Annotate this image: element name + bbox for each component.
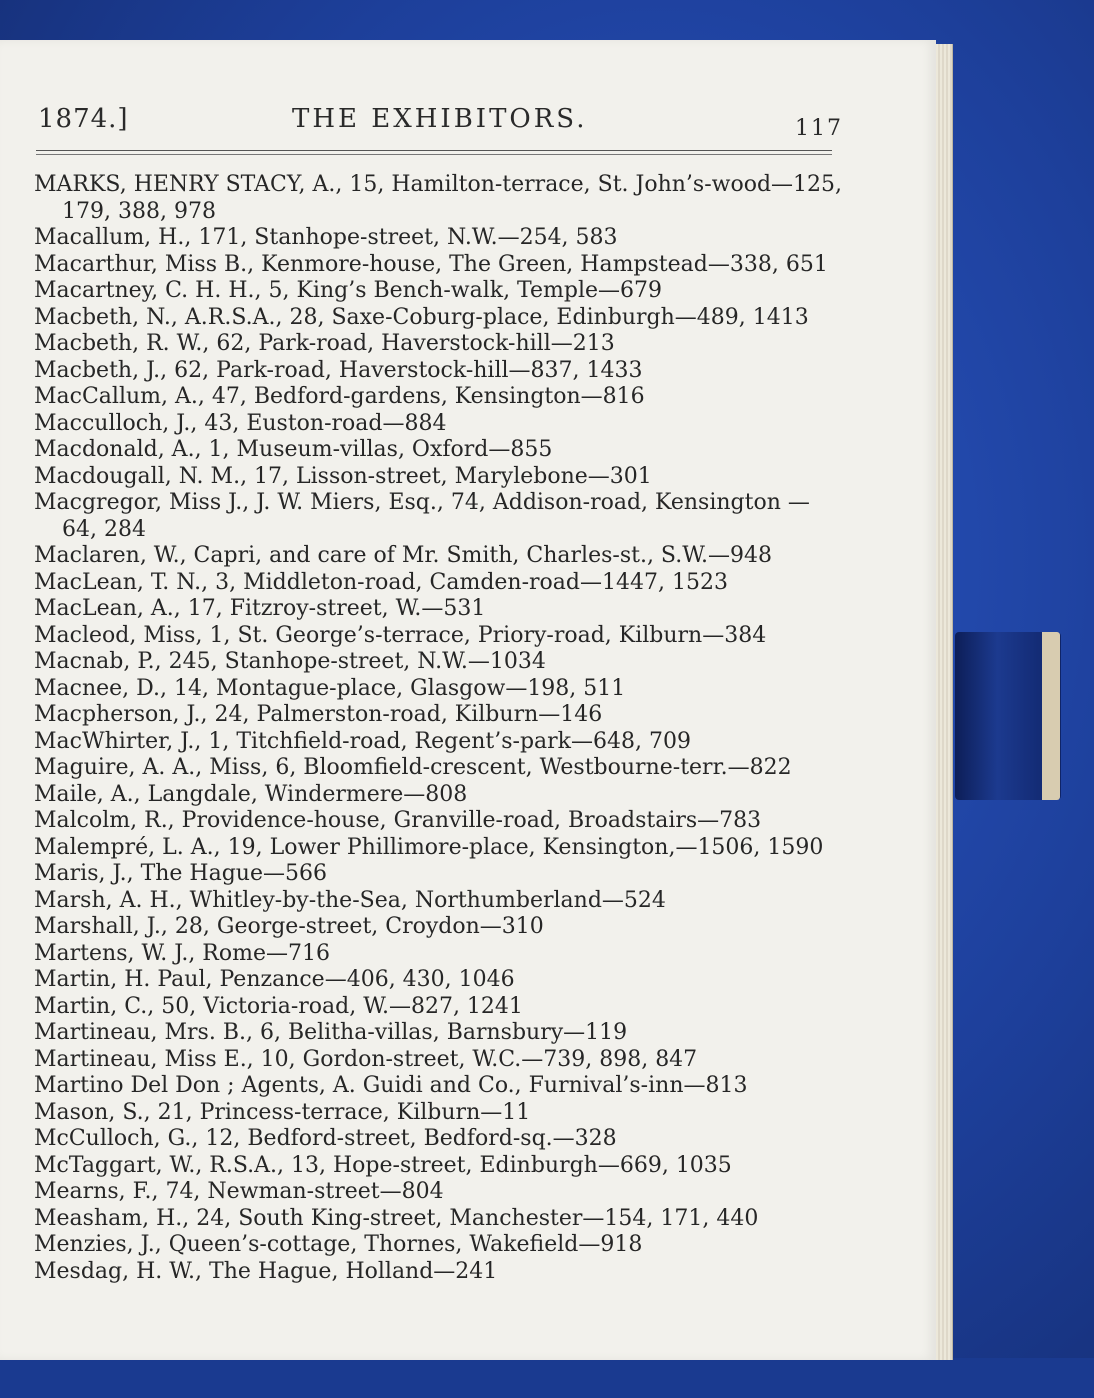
list-item: Menzies, J., Queen’s-cottage, Thornes, Wakefield—918 bbox=[34, 1232, 643, 1257]
list-item: MacWhirter, J., 1, Titchfield-road, Regent’s-park—648, 709 bbox=[34, 728, 691, 754]
list-item: MacLean, A., 17, Fitzroy-street, W.—531 bbox=[34, 596, 486, 621]
list-item: Martineau, Mrs. B., 6, Belitha-villas, Barnsbury—119 bbox=[34, 1020, 628, 1045]
running-header bbox=[0, 40, 936, 160]
header-title: THE EXHIBITORS. bbox=[292, 104, 588, 134]
list-item: Macpherson, J., 24, Palmerston-road, Kilburn—146 bbox=[34, 702, 603, 727]
list-item: Macgregor, Miss J., J. W. Miers, Esq., 74, Addison-road, Kensington —64, 284 bbox=[34, 490, 810, 542]
list-item: Macbeth, R. W., 62, Park-road, Haverstock-hill—213 bbox=[34, 331, 615, 356]
header-year: 1874.] bbox=[38, 104, 129, 134]
header-rule bbox=[36, 150, 832, 151]
page-number: 117 bbox=[795, 116, 843, 141]
bookmark-tab-edge bbox=[1042, 632, 1060, 800]
book-page bbox=[0, 40, 936, 1360]
list-item: Martens, W. J., Rome—716 bbox=[34, 940, 330, 966]
list-item: Macdonald, A., 1, Museum-villas, Oxford—855 bbox=[34, 437, 553, 462]
list-item: Macculloch, J., 43, Euston-road—884 bbox=[34, 410, 447, 436]
list-item: Maile, A., Langdale, Windermere—808 bbox=[34, 781, 468, 807]
list-item: Martino Del Don ; Agents, A. Guidi and Co., Furnival’s-inn—813 bbox=[34, 1073, 748, 1098]
list-item: Malempré, L. A., 19, Lower Phillimore-place, Kensington,—1506, 1590 bbox=[34, 834, 824, 860]
list-item: Malcolm, R., Providence-house, Granville-road, Broadstairs—783 bbox=[34, 808, 762, 833]
list-item: Mearns, F., 74, Newman-street—804 bbox=[34, 1179, 444, 1204]
cover-edge bbox=[0, 1358, 1094, 1398]
list-item: McCulloch, G., 12, Bedford-street, Bedford-sq.—328 bbox=[34, 1126, 617, 1151]
list-item: MacLean, T. N., 3, Middleton-road, Camden-road—1447, 1523 bbox=[34, 569, 728, 595]
list-item: Macallum, H., 171, Stanhope-street, N.W.—254, 583 bbox=[34, 225, 618, 250]
list-item: Measham, H., 24, South King-street, Manchester—154, 171, 440 bbox=[34, 1205, 759, 1231]
list-item: Mason, S., 21, Princess-terrace, Kilburn—11 bbox=[34, 1099, 531, 1125]
list-item: Macdougall, N. M., 17, Lisson-street, Marylebone—301 bbox=[34, 463, 652, 489]
list-item: Macbeth, J., 62, Park-road, Haverstock-hill—837, 1433 bbox=[34, 357, 643, 383]
list-item: Macartney, C. H. H., 5, King’s Bench-walk, Temple—679 bbox=[34, 278, 663, 303]
header-rule-second bbox=[36, 154, 832, 155]
list-item: Martin, H. Paul, Penzance—406, 430, 1046 bbox=[34, 967, 515, 992]
exhibitor-list bbox=[34, 172, 844, 1285]
list-item: Martin, C., 50, Victoria-road, W.—827, 1241 bbox=[34, 993, 523, 1019]
list-item: Mesdag, H. W., The Hague, Holland—241 bbox=[34, 1258, 498, 1284]
list-item: Marshall, J., 28, George-street, Croydon—310 bbox=[34, 914, 544, 939]
list-item: Macleod, Miss, 1, St. George’s-terrace, Priory-road, Kilburn—384 bbox=[34, 622, 767, 648]
list-item: Macnab, P., 245, Stanhope-street, N.W.—1034 bbox=[34, 649, 546, 674]
list-item: McTaggart, W., R.S.A., 13, Hope-street, Edinburgh—669, 1035 bbox=[34, 1152, 732, 1178]
list-item: Macbeth, N., A.R.S.A., 28, Saxe-Coburg-place, Edinburgh—489, 1413 bbox=[34, 304, 809, 330]
list-item: MARKS, HENRY STACY, A., 15, Hamilton-terrace, St. John’s-wood—125, 179, 388, 978 bbox=[34, 172, 843, 224]
list-item: Macnee, D., 14, Montague-place, Glasgow—198, 511 bbox=[34, 675, 626, 701]
list-item: Macarthur, Miss B., Kenmore-house, The Green, Hampstead—338, 651 bbox=[34, 251, 828, 277]
list-item: Maguire, A. A., Miss, 6, Bloomfield-crescent, Westbourne-terr.—822 bbox=[34, 755, 792, 780]
list-item: Martineau, Miss E., 10, Gordon-street, W.C.—739, 898, 847 bbox=[34, 1046, 698, 1072]
list-item: Maclaren, W., Capri, and care of Mr. Smith, Charles-st., S.W.—948 bbox=[34, 543, 772, 568]
list-item: Marsh, A. H., Whitley-by-the-Sea, Northumberland—524 bbox=[34, 887, 666, 913]
list-item: Maris, J., The Hague—566 bbox=[34, 861, 327, 886]
list-item: MacCallum, A., 47, Bedford-gardens, Kensington—816 bbox=[34, 384, 645, 409]
